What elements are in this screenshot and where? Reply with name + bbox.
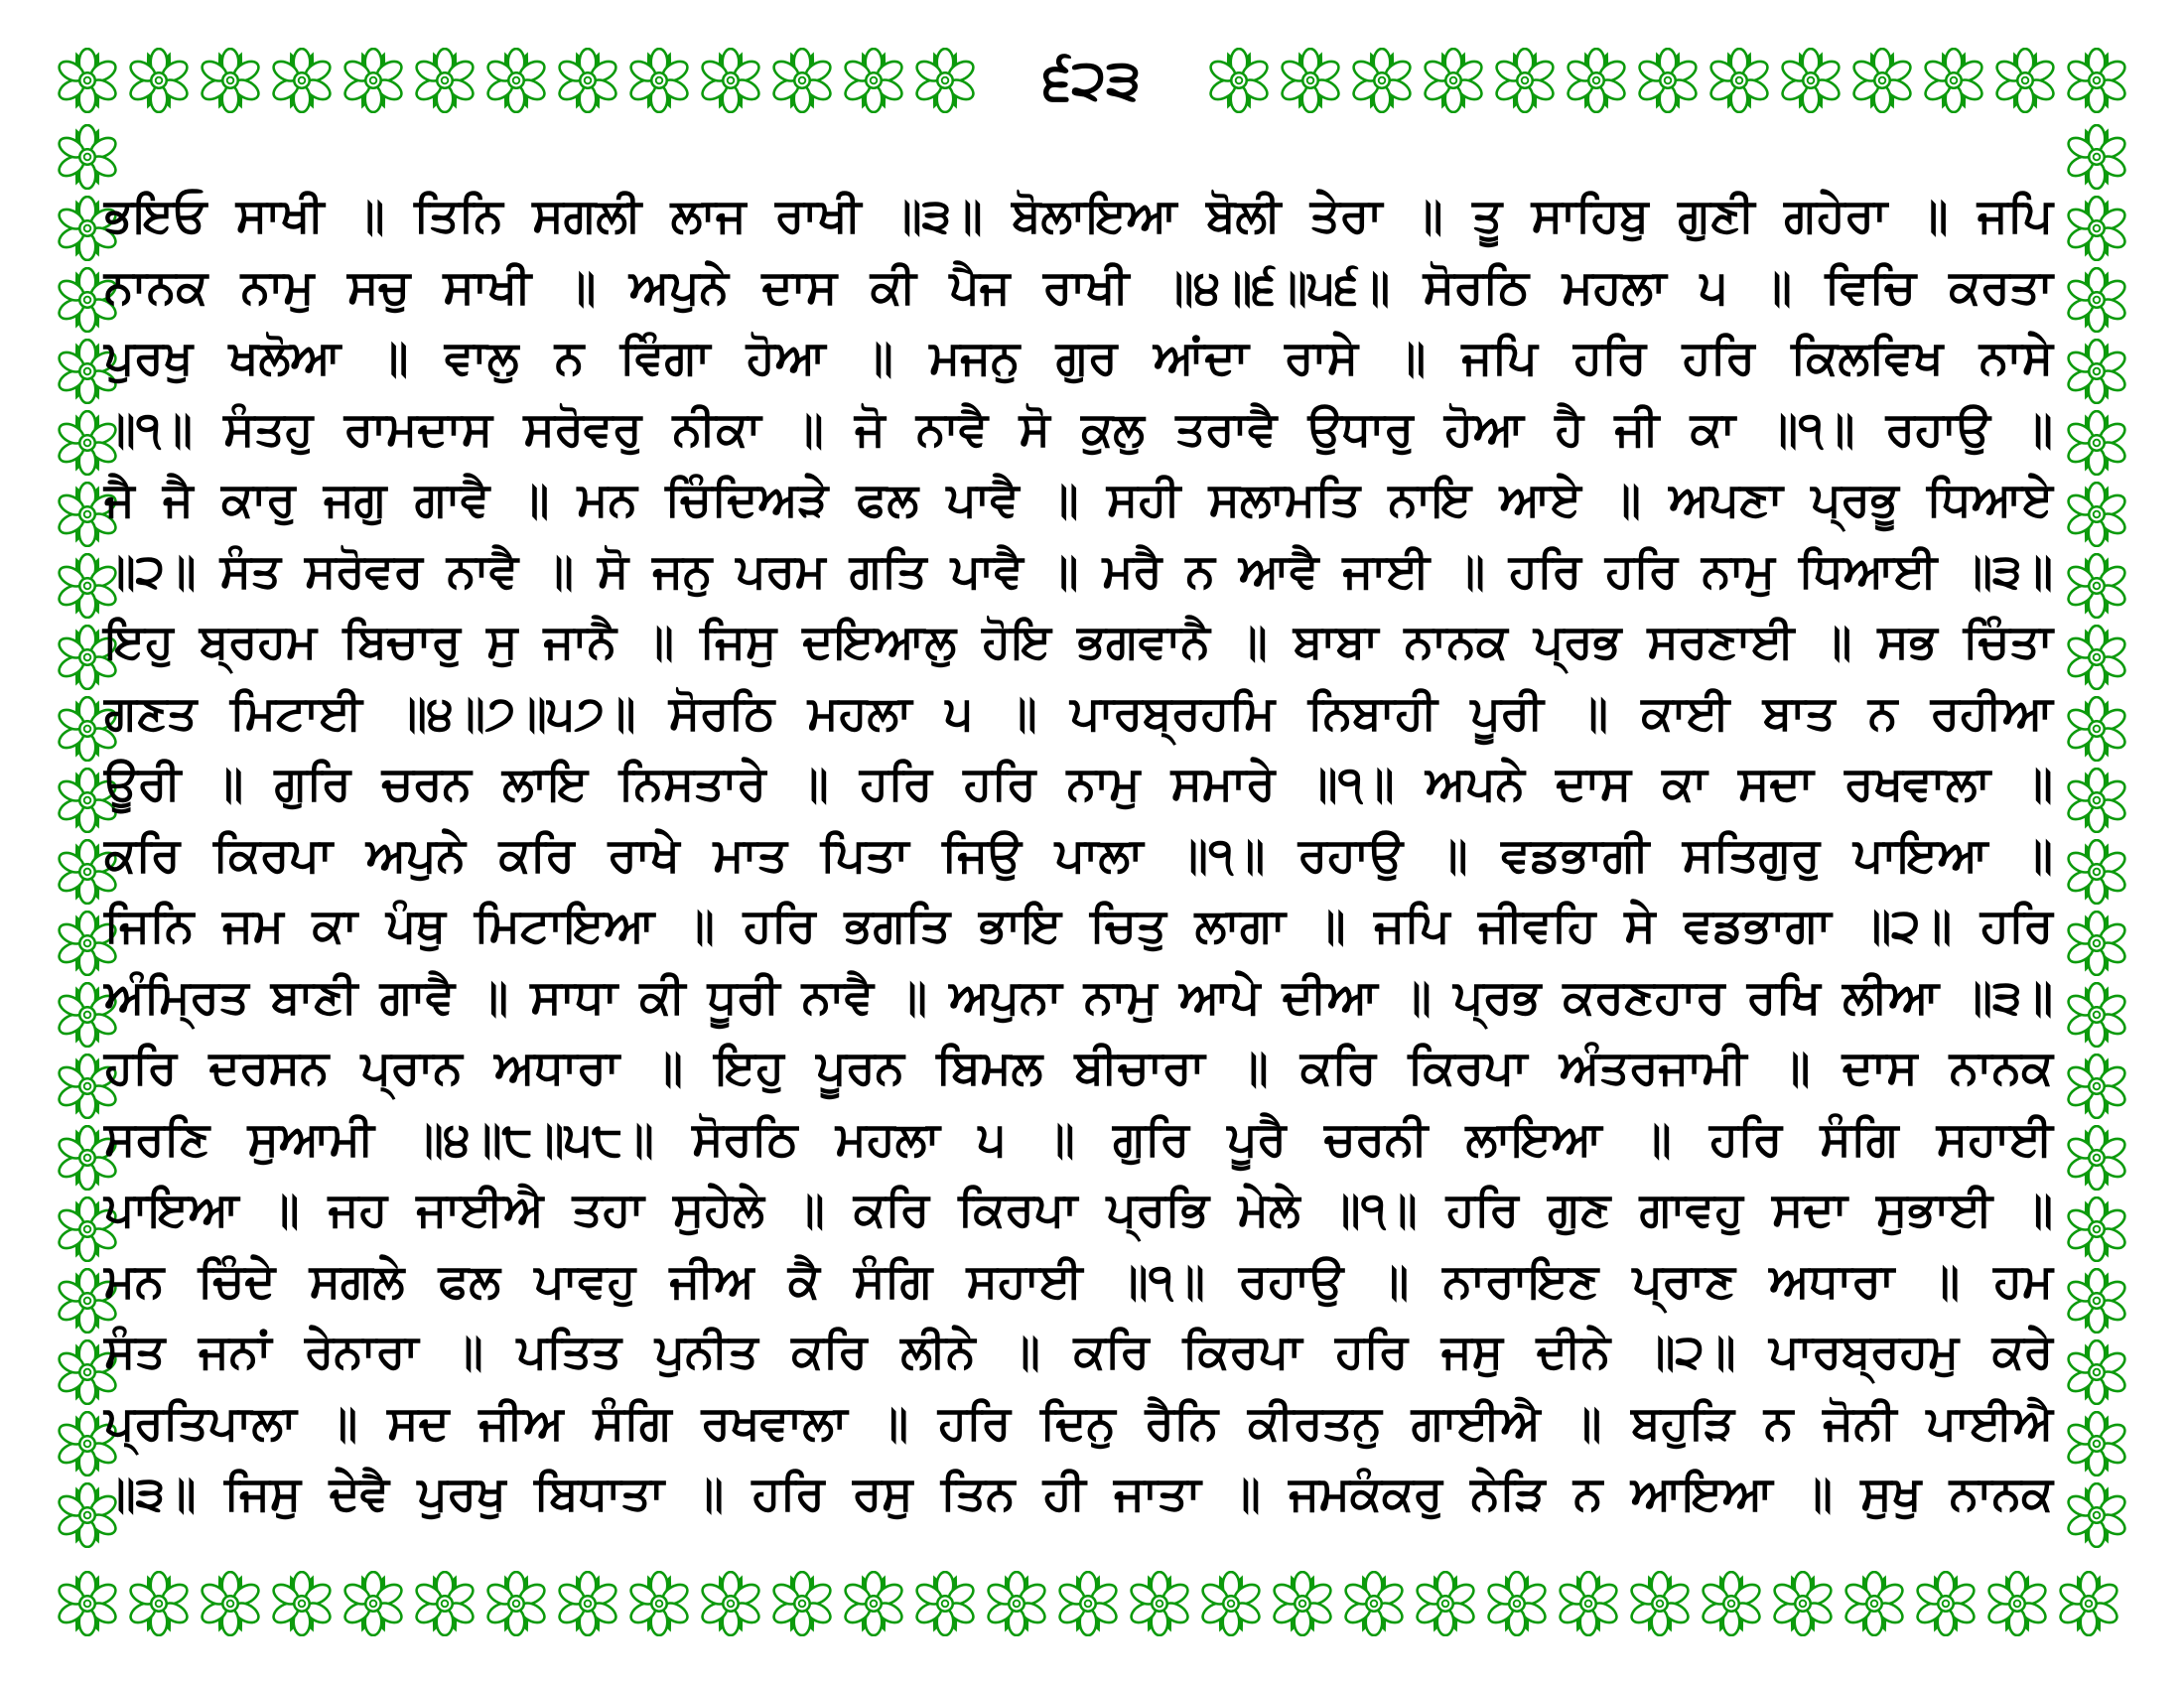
gurbani-line-9: ਊਰੀ ॥ ਗੁਰਿ ਚਰਨ ਲਾਇ ਨਿਸਤਾਰੇ ॥ ਹਰਿ ਹਰਿ ਨਾਮੁ ਸਮਾਰੇ ॥੧॥ ਅਪਨੇ ਦਾਸ ਕਾ ਸਦਾ ਰਖਵਾਲਾ ॥ — [104, 757, 2053, 811]
flower-icon — [912, 48, 978, 113]
flower-icon — [2064, 696, 2129, 762]
flower-icon — [1421, 48, 1486, 113]
gurbani-line-13: ਹਰਿ ਦਰਸਨ ਪ੍ਰਾਨ ਅਧਾਰਾ ॥ ਇਹੁ ਪੂਰਨ ਬਿਮਲ ਬੀਚਾਰਾ ॥ ਕਰਿ ਕਿਰਪਾ ਅੰਤਰਜਾਮੀ ॥ ਦਾਸ ਨਾਨਕ — [104, 1041, 2053, 1095]
flower-icon — [55, 48, 120, 113]
flower-icon — [2064, 911, 2129, 976]
gurbani-text-block — [104, 181, 2053, 1530]
gurbani-line-14: ਸਰਣਿ ਸੁਆਮੀ ॥੪॥੮॥੫੮॥ ਸੋਰਠਿ ਮਹਲਾ ੫ ॥ ਗੁਰਿ ਪੂਰੈ ਚਰਨੀ ਲਾਇਆ ॥ ਹਰਿ ਸੰਗਿ ਸਹਾਈ — [104, 1111, 2053, 1167]
flower-icon — [198, 1571, 263, 1636]
flower-icon — [2064, 267, 2129, 333]
flower-icon — [2064, 1339, 2129, 1405]
border-right — [2064, 124, 2129, 1548]
gurbani-line-18: ਪ੍ਰਤਿਪਾਲਾ ॥ ਸਦ ਜੀਅ ਸੰਗਿ ਰਖਵਾਲਾ ॥ ਹਰਿ ਦਿਨੁ ਰੈਨਿ ਕੀਰਤਨੁ ਗਾਈਐ ॥ ਬਹੁੜਿ ਨ ਜੋਨੀ ਪਾਈਐ — [104, 1395, 2053, 1451]
flower-icon — [1921, 48, 1986, 113]
flower-icon — [2056, 1571, 2121, 1636]
flower-icon — [1206, 48, 1272, 113]
gurbani-line-15: ਪਾਇਆ ॥ ਜਹ ਜਾਈਐ ਤਹਾ ਸੁਹੇਲੇ ॥ ਕਰਿ ਕਿਰਪਾ ਪ੍ਰਭਿ ਮੇਲੇ ॥੧॥ ਹਰਿ ਗੁਣ ਗਾਵਹੁ ਸਦਾ ਸੁਭਾਈ ॥ — [104, 1183, 2053, 1237]
flower-icon — [1055, 1571, 1121, 1636]
flower-icon — [1770, 1571, 1836, 1636]
flower-icon — [2064, 1411, 2129, 1477]
flower-icon — [2064, 48, 2129, 113]
flower-icon — [198, 48, 263, 113]
flower-icon — [1842, 1571, 1907, 1636]
flower-icon — [769, 48, 835, 113]
gurbani-line-11: ਜਿਨਿ ਜਮ ਕਾ ਪੰਥੁ ਮਿਟਾਇਆ ॥ ਹਰਿ ਭਗਤਿ ਭਾਇ ਚਿਤੁ ਲਾਗਾ ॥ ਜਪਿ ਜੀਵਹਿ ਸੇ ਵਡਭਾਗਾ ॥੨॥ ਹਰਿ — [104, 899, 2053, 953]
flower-icon — [555, 48, 620, 113]
flower-icon — [2064, 839, 2129, 905]
flower-icon — [2064, 1196, 2129, 1262]
flower-icon — [555, 1571, 620, 1636]
flower-icon — [698, 48, 763, 113]
flower-icon — [1413, 1571, 1478, 1636]
flower-icon — [841, 1571, 906, 1636]
flower-icon — [1849, 48, 1915, 113]
gurbani-line-12: ਅੰਮ੍ਰਿਤ ਬਾਣੀ ਗਾਵੈ ॥ ਸਾਧਾ ਕੀ ਧੂਰੀ ਨਾਵੈ ॥ ਅਪੁਨਾ ਨਾਮੁ ਆਪੇ ਦੀਆ ॥ ਪ੍ਰਭ ਕਰਣਹਾਰ ਰਖਿ ਲੀਆ ॥੩॥ — [104, 969, 2053, 1025]
flower-icon — [341, 48, 406, 113]
flower-icon — [1706, 48, 1772, 113]
flower-icon — [841, 48, 906, 113]
flower-icon — [269, 48, 335, 113]
flower-icon — [1492, 48, 1558, 113]
gurbani-line-17: ਸੰਤ ਜਨਾਂ ਰੇਨਾਰਾ ॥ ਪਤਿਤ ਪੁਨੀਤ ਕਰਿ ਲੀਨੇ ॥ ਕਰਿ ਕਿਰਪਾ ਹਰਿ ਜਸੁ ਦੀਨੇ ॥੨॥ ਪਾਰਬ੍ਰਹਮੁ ਕਰੇ — [104, 1325, 2053, 1379]
gurbani-line-3: ਪੁਰਖੁ ਖਲੋਆ ॥ ਵਾਲੁ ਨ ਵਿੰਗਾ ਹੋਆ ॥ ਮਜਨੁ ਗੁਰ ਆਂਦਾ ਰਾਸੇ ॥ ਜਪਿ ਹਰਿ ਹਰਿ ਕਿਲਵਿਖ ਨਾਸੇ — [104, 331, 2053, 385]
flower-icon — [769, 1571, 835, 1636]
flower-icon — [412, 1571, 478, 1636]
flower-icon — [2064, 982, 2129, 1048]
flower-icon — [1913, 1571, 1979, 1636]
flower-icon — [1564, 48, 1629, 113]
flower-icon — [1992, 48, 2058, 113]
flower-icon — [269, 1571, 335, 1636]
flower-icon — [1349, 48, 1415, 113]
flower-icon — [2064, 196, 2129, 261]
flower-icon — [412, 48, 478, 113]
flower-icon — [912, 1571, 978, 1636]
flower-icon — [1699, 1571, 1764, 1636]
flower-icon — [2064, 1482, 2129, 1548]
gurbani-line-1: ਭਇਓ ਸਾਖੀ ॥ ਤਿਨਿ ਸਗਲੀ ਲਾਜ ਰਾਖੀ ॥੩॥ ਬੋਲਾਇਆ ਬੋਲੀ ਤੇਰਾ ॥ ਤੂ ਸਾਹਿਬੁ ਗੁਣੀ ਗਹੇਰਾ ॥ ਜਪਿ — [104, 189, 2053, 243]
border-top-left-segment — [55, 48, 978, 113]
flower-icon — [126, 1571, 192, 1636]
flower-icon — [626, 48, 692, 113]
flower-icon — [1984, 1571, 2050, 1636]
gurbani-line-5: ਜੈ ਜੈ ਕਾਰੁ ਜਗੁ ਗਾਵੈ ॥ ਮਨ ਚਿੰਦਿਅੜੇ ਫਲ ਪਾਵੈ ॥ ਸਹੀ ਸਲਾਮਤਿ ਨਾਇ ਆਏ ॥ ਅਪਣਾ ਪ੍ਰਭੂ ਧਿਆਏ — [104, 473, 2053, 527]
flower-icon — [2064, 625, 2129, 690]
flower-icon — [483, 48, 549, 113]
gurbani-line-6: ॥੨॥ ਸੰਤ ਸਰੋਵਰ ਨਾਵੈ ॥ ਸੋ ਜਨੁ ਪਰਮ ਗਤਿ ਪਾਵੈ ॥ ਮਰੈ ਨ ਆਵੈ ਜਾਈ ॥ ਹਰਿ ਹਰਿ ਨਾਮੁ ਧਿਆਈ ॥੩॥ — [104, 543, 2053, 599]
border-top — [55, 48, 2129, 113]
gurbani-line-10: ਕਰਿ ਕਿਰਪਾ ਅਪੁਨੇ ਕਰਿ ਰਾਖੇ ਮਾਤ ਪਿਤਾ ਜਿਉ ਪਾਲਾ ॥੧॥ ਰਹਾਉ ॥ ਵਡਭਾਗੀ ਸਤਿਗੁਰੁ ਪਾਇਆ ॥ — [104, 827, 2053, 883]
flower-icon — [1778, 48, 1843, 113]
flower-icon — [1635, 48, 1701, 113]
flower-icon — [126, 48, 192, 113]
flower-icon — [1198, 1571, 1264, 1636]
flower-icon — [2064, 482, 2129, 547]
flower-icon — [55, 1571, 120, 1636]
gurbani-line-8: ਗਣਤ ਮਿਟਾਈ ॥੪॥੭॥੫੭॥ ਸੋਰਠਿ ਮਹਲਾ ੫ ॥ ਪਾਰਬ੍ਰਹਮਿ ਨਿਬਾਹੀ ਪੂਰੀ ॥ ਕਾਈ ਬਾਤ ਨ ਰਹੀਆ — [104, 685, 2053, 741]
flower-icon — [1556, 1571, 1621, 1636]
flower-icon — [1127, 1571, 1192, 1636]
border-top-right-segment — [1206, 48, 2129, 113]
flower-icon — [1341, 1571, 1407, 1636]
flower-icon — [483, 1571, 549, 1636]
border-bottom — [55, 1571, 2121, 1636]
flower-icon — [2064, 410, 2129, 476]
gurbani-line-16: ਮਨ ਚਿੰਦੇ ਸਗਲੇ ਫਲ ਪਾਵਹੁ ਜੀਅ ਕੈ ਸੰਗਿ ਸਹਾਈ ॥੧॥ ਰਹਾਉ ॥ ਨਾਰਾਇਣ ਪ੍ਰਾਣ ਅਧਾਰਾ ॥ ਹਮ — [104, 1253, 2053, 1309]
gurbani-line-19: ॥੩॥ ਜਿਸੁ ਦੇਵੈ ਪੁਰਖੁ ਬਿਧਾਤਾ ॥ ਹਰਿ ਰਸੁ ਤਿਨ ਹੀ ਜਾਤਾ ॥ ਜਮਕੰਕਰੁ ਨੇੜਿ ਨ ਆਇਆ ॥ ਸੁਖੁ ਨਾਨਕ — [104, 1467, 2053, 1521]
page-number: ੬੨੩ — [1042, 48, 1142, 112]
flower-icon — [1278, 48, 1343, 113]
flower-icon — [1484, 1571, 1550, 1636]
gurbani-line-2: ਨਾਨਕ ਨਾਮੁ ਸਚੁ ਸਾਖੀ ॥ ਅਪੁਨੇ ਦਾਸ ਕੀ ਪੈਜ ਰਾਖੀ ॥੪॥੬॥੫੬॥ ਸੋਰਠਿ ਮਹਲਾ ੫ ॥ ਵਿਚਿ ਕਰਤਾ — [104, 259, 2053, 315]
flower-icon — [2064, 124, 2129, 190]
flower-icon — [341, 1571, 406, 1636]
flower-icon — [2064, 1125, 2129, 1191]
flower-icon — [2064, 1268, 2129, 1334]
flower-icon — [2064, 1054, 2129, 1119]
flower-icon — [2064, 553, 2129, 619]
flower-icon — [984, 1571, 1049, 1636]
flower-icon — [2064, 768, 2129, 833]
flower-icon — [1627, 1571, 1693, 1636]
flower-icon — [2064, 339, 2129, 404]
flower-icon — [626, 1571, 692, 1636]
flower-icon — [1270, 1571, 1335, 1636]
gurbani-line-4: ॥੧॥ ਸੰਤਹੁ ਰਾਮਦਾਸ ਸਰੋਵਰੁ ਨੀਕਾ ॥ ਜੋ ਨਾਵੈ ਸੋ ਕੁਲੁ ਤਰਾਵੈ ਉਧਾਰੁ ਹੋਆ ਹੈ ਜੀ ਕਾ ॥੧॥ ਰਹਾਉ ॥ — [104, 401, 2053, 457]
flower-icon — [698, 1571, 763, 1636]
gurbani-line-7: ਇਹੁ ਬ੍ਰਹਮ ਬਿਚਾਰੁ ਸੁ ਜਾਨੈ ॥ ਜਿਸੁ ਦਇਆਲੁ ਹੋਇ ਭਗਵਾਨੈ ॥ ਬਾਬਾ ਨਾਨਕ ਪ੍ਰਭ ਸਰਣਾਈ ॥ ਸਭ ਚਿੰਤਾ — [104, 615, 2053, 669]
